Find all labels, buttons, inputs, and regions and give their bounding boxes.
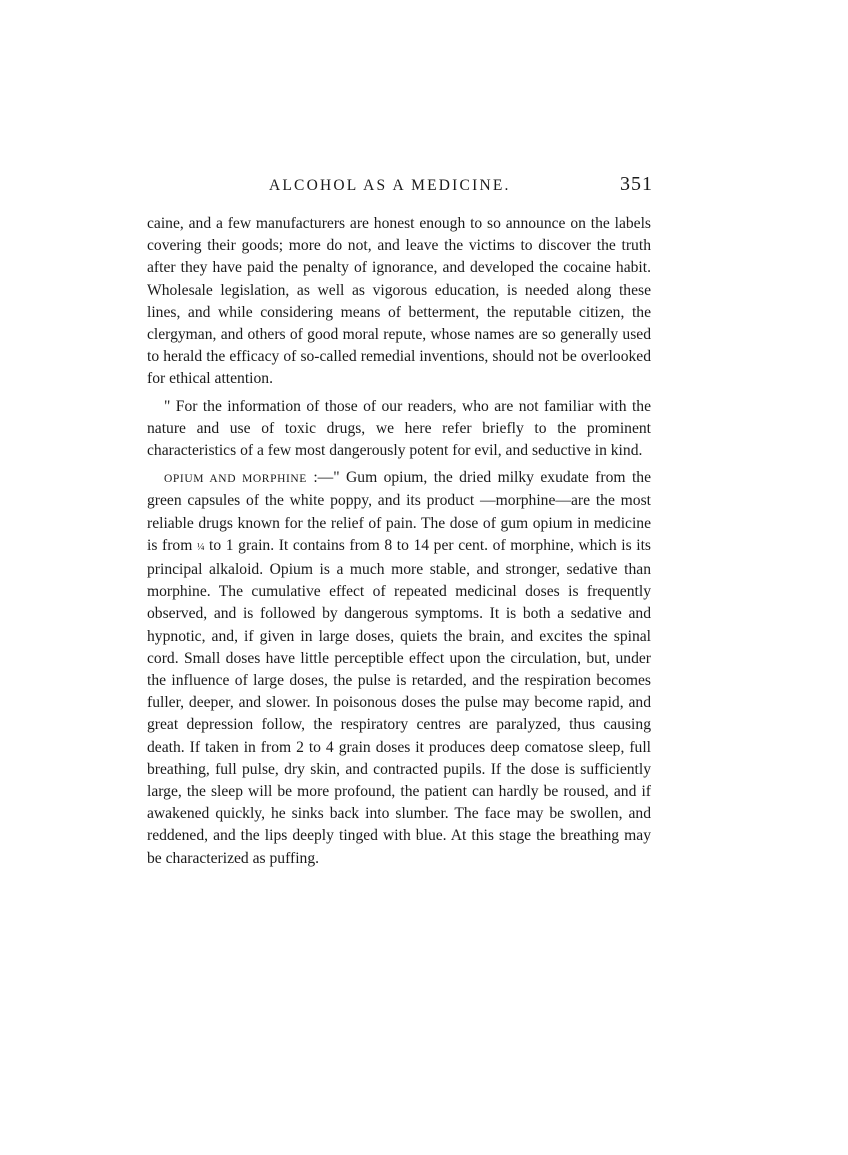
paragraph-toxic-drugs-intro: " For the information of those of our readers, who are not familiar with the nature and use of toxic drugs, we here refer briefly to the prominent characteristics of a few most dangerously potent for evil, and seductive in kind. — [147, 397, 651, 460]
paragraph-opium-lead: :—" Gum opium, the dried milky exudate from the green capsules of the white poppy, and its product —morphine—are the most reliable drugs known for the relief of pain. The dose of gum opium in medicine is from — [147, 469, 651, 554]
body-text — [147, 213, 651, 870]
paragraph-cocaine-legislation: caine, and a few manufacturers are honest enough to so announce on the labels covering their goods; more do not, and leave the victims to discover the truth after they have paid the penalty of ignorance, and developed the cocaine habit. Wholesale legislation, as well as vigorous education, is needed along these lines, and while considering means of betterment, the reputable citizen, the clergyman, and others of good moral repute, whose names are so generally used to herald the efficacy of so-called remedial inventions, should not be overlooked for ethical attention. — [147, 215, 651, 388]
dose-fraction: ¼ — [196, 541, 205, 553]
section-heading-opium-morphine: OPIUM AND MORPHINE — [164, 473, 307, 486]
running-title: ALCOHOL AS A MEDICINE. — [269, 177, 511, 194]
paragraph-opium-morphine — [147, 467, 651, 870]
running-head — [147, 175, 653, 199]
page-number: 351 — [620, 173, 653, 195]
paragraph-opium-rest: to 1 grain. It contains from 8 to 14 per cent. of morphine, which is its principal alkaloid. Opium is a much more stable, and stronger, sedative than morphine. The cumulative effect of repeated medicinal doses is frequently observed, and is followed by dangerous symptoms. It is both a sedative and hypnotic, and, if given in large doses, quiets the brain, and excites the spinal cord. Small doses have little perceptible effect upon the circulation, but, under the influence of large doses, the pulse is retarded, and the respiration becomes fuller, deeper, and slower. In poisonous doses the pulse may become rapid, and great depression follow, the respiratory centres are paralyzed, thus causing death. If taken in from 2 to 4 grain doses it produces deep comatose sleep, full breathing, full pulse, dry skin, and contracted pupils. If the dose is sufficiently large, the sleep will be more profound, the patient can hardly be roused, and if awakened quickly, he sinks back into slumber. The face may be swollen, and reddened, and the lips deeply tinged with blue. At this stage the breathing may be characterized as puffing. — [147, 536, 651, 867]
